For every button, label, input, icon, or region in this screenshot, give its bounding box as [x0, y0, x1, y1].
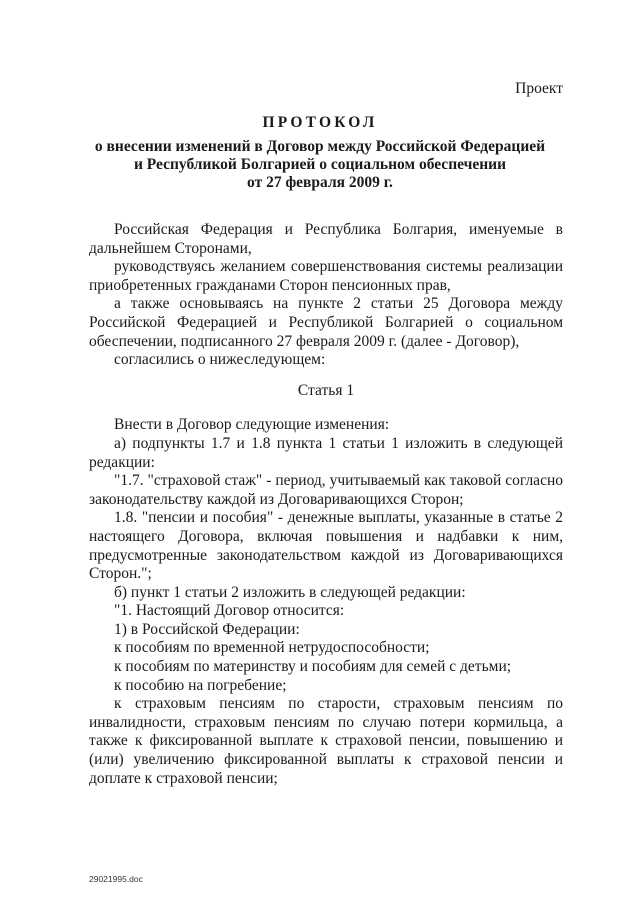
article-paragraph: к пособию на погребение;	[114, 676, 287, 694]
article-paragraph: 1.8. "пенсии и пособия" - денежные выплаты, указанные в статье 2 настоящего Договора, включая повышения и надбавки к ним, предусмотренные законодательством каждой из Договаривающихся Сторон.";	[89, 509, 563, 583]
article-paragraph: к пособиям по материнству и пособиям для семей с детьми;	[114, 658, 512, 676]
subtitle-line: и Республикой Болгарией о социальном обеспечении	[133, 156, 507, 173]
preamble-paragraph: Российская Федерация и Республика Болгария, именуемые в дальнейшем Сторонами,	[89, 221, 563, 257]
draft-mark: Проект	[515, 80, 563, 97]
article-paragraph: б) пункт 1 статьи 2 изложить в следующей редакции:	[114, 583, 466, 601]
preamble-paragraph: а также основываясь на пункте 2 статьи 25 Договора между Российской Федерацией и Республикой Болгарией о социальном обеспечении, подписанного 27 февраля 2009 г. (далее - Договор),	[89, 295, 563, 350]
article-paragraph: а) подпункты 1.7 и 1.8 пункта 1 статьи 1 изложить в следующей редакции:	[89, 434, 563, 471]
document-body	[89, 221, 563, 788]
article-paragraph: "1. Настоящий Договор относится:	[114, 602, 345, 620]
footer-file-code: 29021995.doc	[89, 874, 143, 884]
subtitle-line: от 27 февраля 2009 г.	[247, 174, 393, 191]
subtitle-line: о внесении изменений в Договор между Российской Федерацией	[94, 138, 546, 155]
article-paragraph: к страховым пенсиям по старости, страховым пенсиям по инвалидности, страховым пенсиям по случаю потери кормильца, а также к фиксированной выплате к страховой пенсии, повышению и (или) увеличению фиксированной выплаты к страховой пенсии и доплате к страховой пенсии;	[89, 695, 563, 787]
article-heading: Статья 1	[297, 381, 355, 399]
article-paragraph: к пособиям по временной нетрудоспособности;	[114, 639, 430, 657]
preamble-paragraph: согласились о нижеследующем:	[114, 351, 326, 369]
article-paragraph: "1.7. "страховой стаж" - период, учитываемый как таковой согласно законодательству каждой из Договаривающихся Сторон;	[89, 472, 563, 508]
document-title: ПРОТОКОЛ	[262, 114, 378, 131]
article-paragraph: Внести в Договор следующие изменения:	[114, 416, 390, 434]
title-block	[0, 112, 640, 192]
article-paragraph: 1) в Российской Федерации:	[114, 620, 300, 638]
preamble-paragraph: руководствуясь желанием совершенствования системы реализации приобретенных гражданами Сторон пенсионных прав,	[89, 258, 563, 294]
